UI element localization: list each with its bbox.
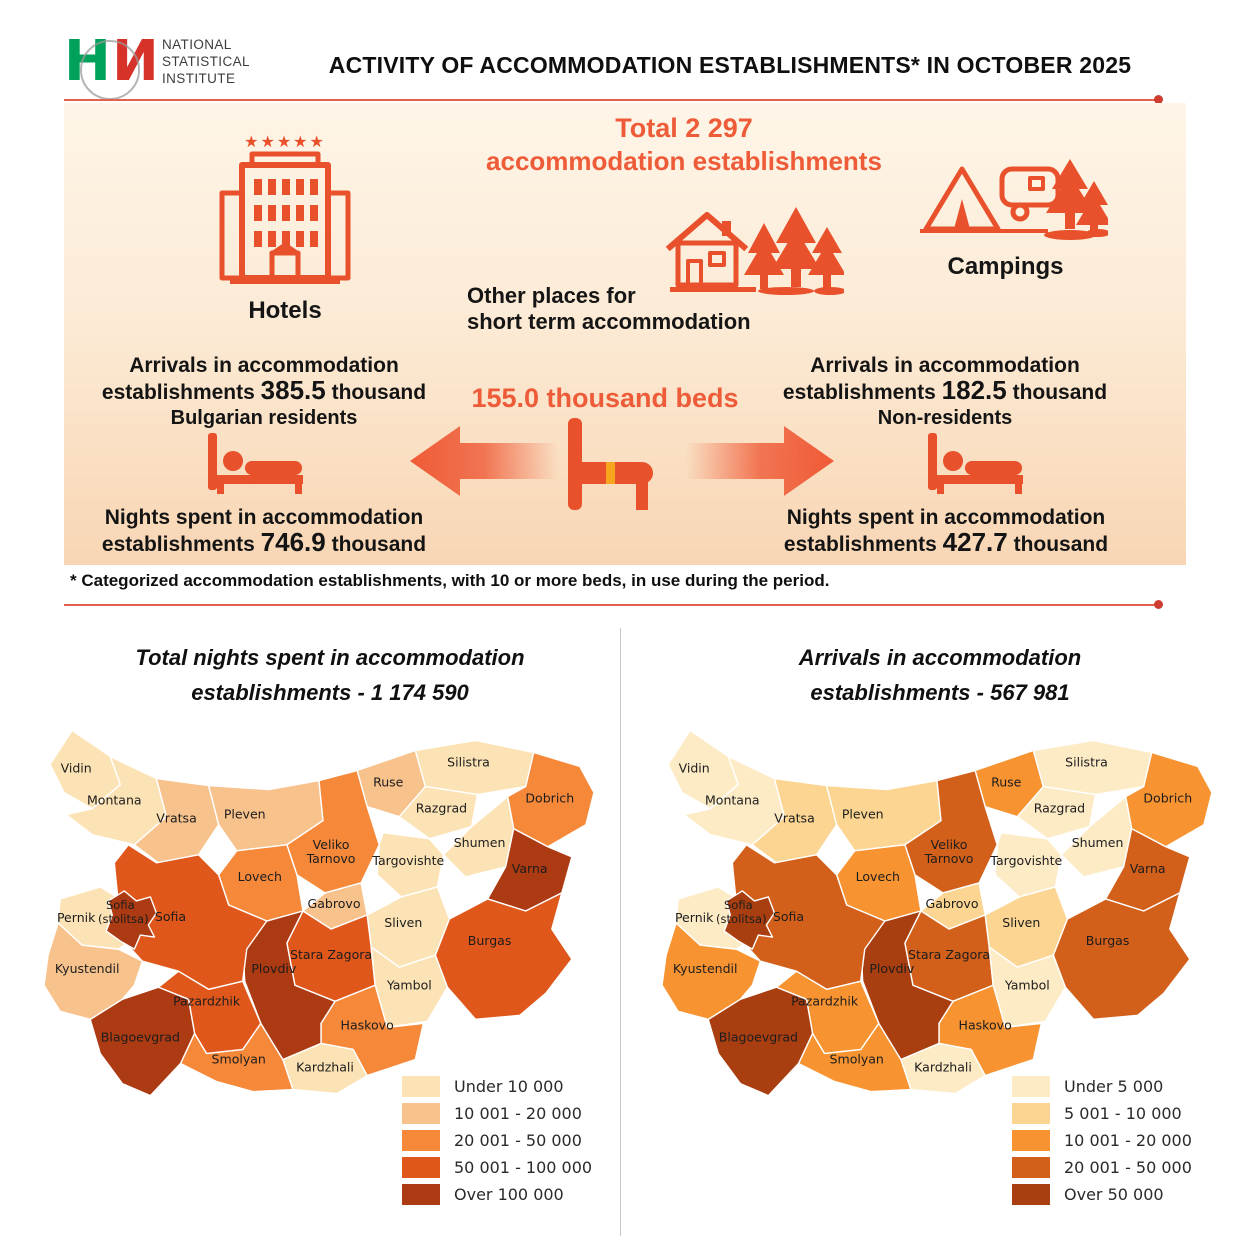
residents-nights-value: 746.9: [260, 527, 326, 557]
region-label-pazardzhik: Pazardzhik: [173, 993, 241, 1009]
hotel-building-icon: [212, 131, 358, 299]
region-label-ruse: Ruse: [373, 774, 404, 790]
region-label-sofia-province: Sofia: [154, 909, 187, 925]
arrivals-legend: [1012, 1076, 1192, 1205]
total-line1: Total 2 297: [615, 113, 753, 143]
separator-line-top: [64, 99, 1156, 101]
total-establishments: [404, 113, 964, 177]
region-label-blagoevgrad: Blagoevgrad: [718, 1029, 799, 1045]
region-label-shumen: Shumen: [453, 834, 506, 850]
region-label-kardzhali: Kardzhali: [296, 1059, 354, 1075]
hotels-label: Hotels: [248, 297, 322, 324]
column-divider: [620, 628, 621, 1236]
region-label-sofia-city: Sofia: [723, 897, 753, 912]
legend-row: [402, 1076, 592, 1097]
org-name: [162, 36, 250, 87]
legend-row: [1012, 1157, 1192, 1178]
region-label-plovdiv: Plovdiv: [869, 961, 915, 977]
person-in-bed-icon: [206, 431, 306, 495]
org-name-line: STATISTICAL: [162, 54, 250, 69]
non-residents-group-label: Non-residents: [877, 407, 1013, 429]
overview-panel: [64, 103, 1186, 565]
region-label-veliko-tarnovo: Veliko: [930, 836, 968, 852]
residents-group-label: Bulgarian residents: [170, 407, 358, 429]
region-label-kyustendil: Kyustendil: [54, 961, 120, 977]
region-label-blagoevgrad: Blagoevgrad: [100, 1029, 181, 1045]
page-title: ACTIVITY OF ACCOMMODATION ESTABLISHMENTS* IN OCTOBER 2025: [328, 52, 1132, 78]
region-label-haskovo: Haskovo: [958, 1017, 1012, 1033]
legend-label: Under 10 000: [454, 1077, 564, 1096]
region-label-razgrad: Razgrad: [1033, 800, 1086, 816]
non-residents-nights-value: 427.7: [942, 527, 1008, 557]
region-label-pernik: Pernik: [674, 910, 714, 926]
legend-swatch: [402, 1184, 440, 1205]
region-label-veliko-tarnovo: Veliko: [312, 836, 350, 852]
region-label-pazardzhik: Pazardzhik: [791, 993, 859, 1009]
region-label-ruse: Ruse: [991, 774, 1022, 790]
region-label-targovishte: Targovishte: [990, 852, 1063, 868]
legend-label: 10 001 - 20 000: [454, 1104, 582, 1123]
campings-label: Campings: [947, 253, 1064, 280]
region-label-yambol: Yambol: [386, 977, 432, 993]
region-label-pleven: Pleven: [841, 806, 884, 822]
region-label-smolyan: Smolyan: [829, 1051, 884, 1067]
legend-label: Over 50 000: [1064, 1185, 1164, 1204]
arrivals-choropleth-map: [648, 722, 1230, 1104]
region-burgas: [435, 893, 571, 1019]
region-label-vratsa: Vratsa: [774, 810, 815, 826]
region-label-sofia-city: (stolitsa): [716, 912, 767, 927]
region-label-sliven: Sliven: [384, 915, 423, 931]
region-label-stara-zagora: Stara Zagora: [289, 947, 373, 963]
nsi-logo: [64, 24, 164, 102]
legend-label: 20 001 - 50 000: [1064, 1158, 1192, 1177]
region-label-vratsa: Vratsa: [156, 810, 197, 826]
legend-swatch: [1012, 1157, 1050, 1178]
legend-swatch: [1012, 1103, 1050, 1124]
region-label-lovech: Lovech: [237, 868, 282, 884]
legend-swatch: [1012, 1076, 1050, 1097]
region-label-silistra: Silistra: [447, 754, 490, 770]
legend-label: Over 100 000: [454, 1185, 564, 1204]
legend-row: [1012, 1103, 1192, 1124]
region-label-veliko-tarnovo: Tarnovo: [924, 850, 974, 866]
region-label-sofia-city: (stolitsa): [98, 912, 149, 927]
region-label-haskovo: Haskovo: [340, 1017, 394, 1033]
region-label-burgas: Burgas: [467, 933, 512, 949]
region-label-smolyan: Smolyan: [211, 1051, 266, 1067]
legend-row: [402, 1157, 592, 1178]
legend-label: Under 5 000: [1064, 1077, 1164, 1096]
region-label-sofia-city: Sofia: [105, 897, 135, 912]
residents-nights: Nights spent in accommodation establishments 746.9 thousand: [101, 506, 427, 557]
svg-text:★★★★★: ★★★★★: [244, 134, 326, 151]
region-label-montana: Montana: [704, 792, 760, 808]
region-label-sliven: Sliven: [1002, 915, 1041, 931]
legend-label: 5 001 - 10 000: [1064, 1104, 1182, 1123]
region-label-varna: Varna: [511, 860, 548, 876]
region-label-stara-zagora: Stara Zagora: [907, 947, 991, 963]
legend-row: [402, 1130, 592, 1151]
region-label-burgas: Burgas: [1085, 933, 1130, 949]
separator-line-bottom: [64, 604, 1156, 606]
region-label-kardzhali: Kardzhali: [914, 1059, 972, 1075]
region-label-razgrad: Razgrad: [415, 800, 468, 816]
total-line2: accommodation establishments: [486, 146, 882, 176]
region-label-dobrich: Dobrich: [525, 790, 575, 806]
left-map-title: Total nights spent in accommodation establishments - 1 174 590: [135, 645, 525, 705]
org-name-line: INSTITUTE: [162, 71, 236, 86]
org-name-line: NATIONAL: [162, 37, 232, 52]
region-label-gabrovo: Gabrovo: [307, 895, 361, 911]
region-label-varna: Varna: [1129, 860, 1166, 876]
region-label-targovishte: Targovishte: [372, 852, 445, 868]
region-label-dobrich: Dobrich: [1143, 790, 1193, 806]
legend-row: [1012, 1130, 1192, 1151]
nights-choropleth-map: [30, 722, 612, 1104]
legend-label: 10 001 - 20 000: [1064, 1131, 1192, 1150]
right-map-title: Arrivals in accommodation establishments - 567 981: [798, 645, 1082, 705]
beds-total-label: 155.0 thousand beds: [471, 383, 739, 413]
region-label-kyustendil: Kyustendil: [672, 961, 738, 977]
legend-swatch: [1012, 1184, 1050, 1205]
arrow-right-icon: [686, 424, 836, 498]
region-label-plovdiv: Plovdiv: [251, 961, 297, 977]
legend-row: [402, 1184, 592, 1205]
logo-circle-icon: [80, 40, 140, 100]
separator-dot-bottom: [1154, 600, 1163, 609]
region-label-veliko-tarnovo: Tarnovo: [306, 850, 356, 866]
legend-label: 50 001 - 100 000: [454, 1158, 593, 1177]
region-label-lovech: Lovech: [855, 868, 900, 884]
non-residents-nights: Nights spent in accommodation establishments 427.7 thousand: [783, 506, 1109, 557]
non-residents-arrivals-value: 182.5: [941, 375, 1007, 405]
legend-swatch: [1012, 1130, 1050, 1151]
residents-arrivals-value: 385.5: [260, 375, 326, 405]
legend-swatch: [402, 1130, 440, 1151]
residents-arrivals: Arrivals in accommodation establishments 385.5 thousand: [101, 354, 427, 405]
region-label-pernik: Pernik: [56, 910, 96, 926]
legend-row: [1012, 1076, 1192, 1097]
region-label-silistra: Silistra: [1065, 754, 1108, 770]
bed-icon: [560, 416, 656, 514]
footnote: * Categorized accommodation establishments, with 10 or more beds, in use during the period.: [70, 571, 830, 590]
logo-letter-green: Н: [64, 29, 111, 94]
region-label-sofia-province: Sofia: [772, 909, 805, 925]
arrow-left-icon: [408, 424, 558, 498]
region-label-montana: Montana: [86, 792, 142, 808]
person-in-bed-icon: [926, 431, 1026, 495]
legend-swatch: [402, 1076, 440, 1097]
other-places-label: Other places for short term accommodation: [467, 283, 751, 334]
logo-letter-red: И: [112, 29, 159, 94]
region-label-pleven: Pleven: [223, 806, 266, 822]
legend-row: [1012, 1184, 1192, 1205]
nights-legend: [402, 1076, 592, 1205]
legend-swatch: [402, 1157, 440, 1178]
region-label-yambol: Yambol: [1004, 977, 1050, 993]
region-label-vidin: Vidin: [678, 760, 710, 776]
region-label-shumen: Shumen: [1071, 834, 1124, 850]
non-residents-arrivals: Arrivals in accommodation establishments 182.5 thousand: [782, 354, 1108, 405]
legend-swatch: [402, 1103, 440, 1124]
tent-caravan-icon: [918, 155, 1108, 250]
region-label-gabrovo: Gabrovo: [925, 895, 979, 911]
region-burgas: [1053, 893, 1189, 1019]
region-label-vidin: Vidin: [60, 760, 92, 776]
legend-label: 20 001 - 50 000: [454, 1131, 582, 1150]
legend-row: [402, 1103, 592, 1124]
